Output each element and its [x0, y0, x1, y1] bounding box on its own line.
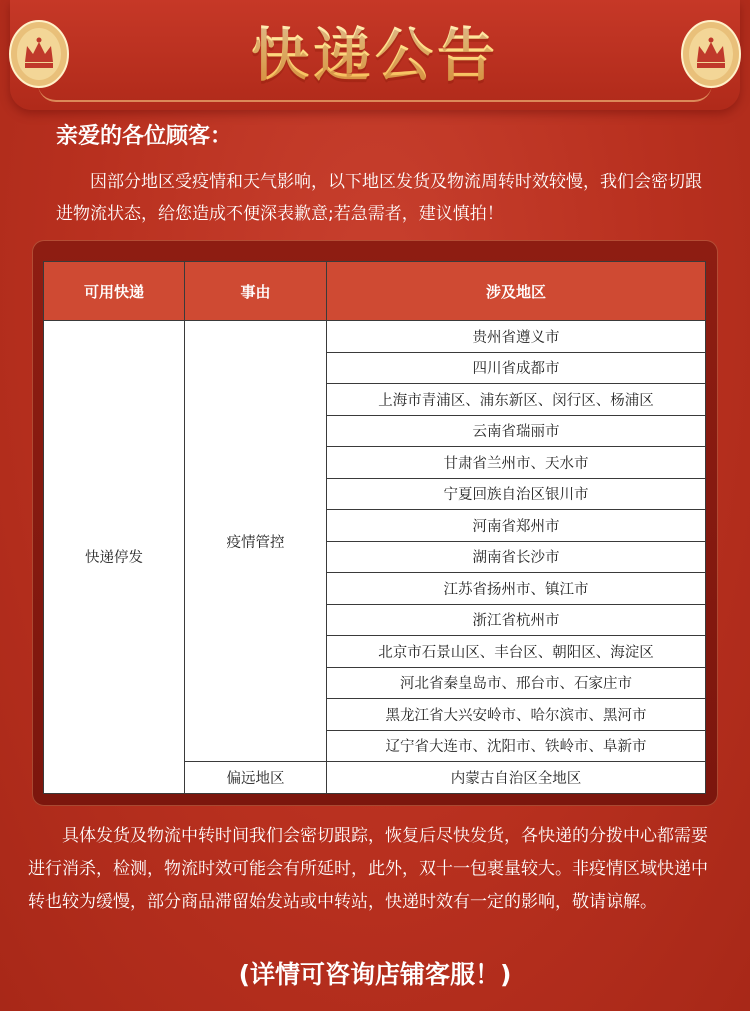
column-header-region: 涉及地区	[327, 262, 706, 321]
intro-paragraph: 因部分地区受疫情和天气影响，以下地区发货及物流周转时效较慢，我们会密切跟进物流状态，给您造成不便深表歉意;若急需者，建议慎拍！	[56, 172, 702, 224]
greeting: 亲爱的各位顾客：	[56, 124, 233, 149]
column-header-express: 可用快递	[44, 262, 185, 321]
region-cell: 北京市石景山区、丰台区、朝阳区、海淀区	[327, 636, 706, 668]
region-cell: 甘肃省兰州市、天水市	[327, 447, 706, 479]
region-cell: 湖南省长沙市	[327, 541, 706, 573]
header-banner	[10, 0, 740, 110]
reason-epidemic-cell: 疫情管控	[185, 321, 327, 762]
table-panel	[32, 240, 718, 806]
table-row	[44, 321, 706, 353]
region-cell: 上海市青浦区、浦东新区、闵行区、杨浦区	[327, 384, 706, 416]
contact-note: (详情可咨询店铺客服！)	[238, 960, 512, 989]
reason-remote-cell: 偏远地区	[185, 762, 327, 794]
region-cell: 内蒙古自治区全地区	[327, 762, 706, 794]
region-cell: 四川省成都市	[327, 352, 706, 384]
region-cell: 黑龙江省大兴安岭市、哈尔滨市、黑河市	[327, 699, 706, 731]
column-header-reason: 事由	[185, 262, 327, 321]
closing-paragraph: 具体发货及物流中转时间我们会密切跟踪，恢复后尽快发货，各快递的分拨中心都需要进行消杀，检测，物流时效可能会有所延时，此外，双十一包裹量较大。非疫情区域快递中转也较为缓慢，部分商品滞留始发站或中转站，快递时效有一定的影响，敬请谅解。	[28, 826, 708, 912]
region-cell: 贵州省遵义市	[327, 321, 706, 353]
region-cell: 云南省瑞丽市	[327, 415, 706, 447]
region-cell: 江苏省扬州市、镇江市	[327, 573, 706, 605]
region-cell: 河南省郑州市	[327, 510, 706, 542]
region-cell: 辽宁省大连市、沈阳市、铁岭市、阜新市	[327, 730, 706, 762]
region-cell: 浙江省杭州市	[327, 604, 706, 636]
express-status-cell: 快递停发	[44, 321, 185, 794]
page-title: 快递公告	[10, 8, 740, 92]
region-table	[43, 261, 706, 794]
table-header-row	[44, 262, 706, 321]
region-cell: 河北省秦皇岛市、邢台市、石家庄市	[327, 667, 706, 699]
region-cell: 宁夏回族自治区银川市	[327, 478, 706, 510]
